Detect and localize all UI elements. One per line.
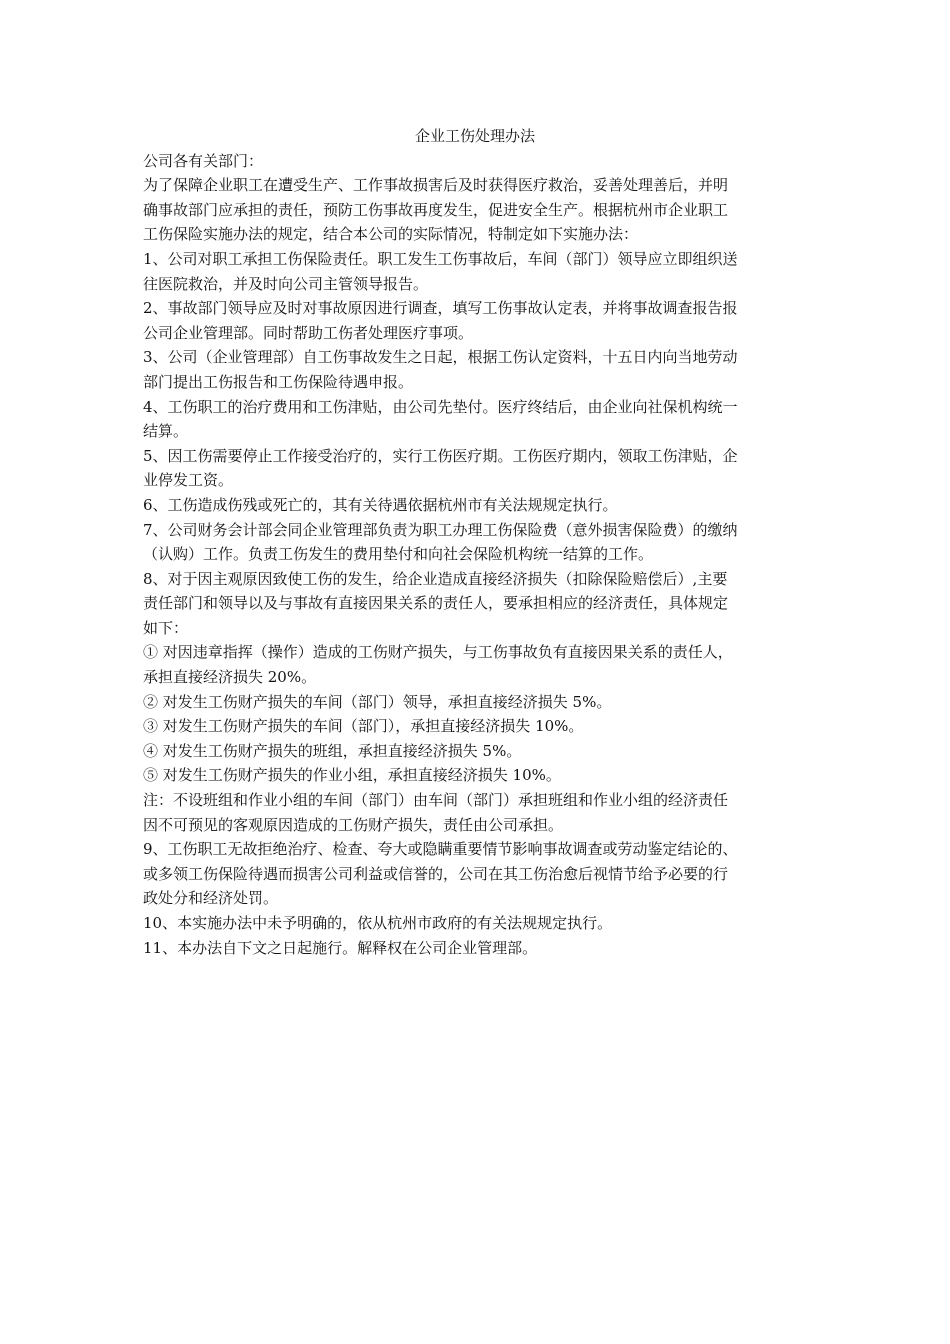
text-line: 责任部门和领导以及与事故有直接因果关系的责任人，要承担相应的经济责任，具体规定 [143, 594, 729, 613]
text-line: 往医院救治，并及时向公司主管领导报告。 [143, 274, 429, 293]
text-line: 公司企业管理部。同时帮助工伤者处理医疗事项。 [143, 323, 474, 342]
text-line: 3、公司（企业管理部）自工伤事故发生之日起，根据工伤认定资料，十五日内向当地劳动 [143, 348, 738, 367]
text-line: 5、因工伤需要停止工作接受治疗的，实行工伤医疗期。工伤医疗期内，领取工伤津贴，企 [143, 446, 738, 465]
text-line: 确事故部门应承担的责任，预防工伤事故再度发生，促进安全生产。根据杭州市企业职工 [143, 200, 729, 219]
text-line: 因不可预见的客观原因造成的工伤财产损失，责任由公司承担。 [143, 815, 564, 834]
text-line: 9、工伤职工无故拒绝治疗、检查、夸大或隐瞒重要情节影响事故调查或劳动鉴定结论的、 [143, 840, 738, 859]
text-line: （认购）工作。负责工伤发生的费用垫付和向社会保险机构统一结算的工作。 [143, 545, 654, 564]
text-line: 11、本办法自下文之日起施行。解释权在公司企业管理部。 [143, 938, 538, 957]
text-line: 4、工伤职工的治疗费用和工伤津贴，由公司先垫付。医疗终结后，由企业向社保机构统一 [143, 397, 738, 416]
text-line: 6、工伤造成伤残或死亡的，其有关待遇依据杭州市有关法规规定执行。 [143, 495, 618, 514]
text-line: 结算。 [143, 422, 189, 441]
text-line: 如下： [143, 618, 189, 637]
document-body [143, 173, 807, 960]
text-line: 7、公司财务会计部会同企业管理部负责为职工办理工伤保险费（意外损害保险费）的缴纳 [143, 520, 738, 539]
text-line: ⑤ 对发生工伤财产损失的作业小组，承担直接经济损失 10%。 [143, 766, 561, 785]
text-line: 政处分和经济处罚。 [143, 889, 279, 908]
text-line: 注：不设班组和作业小组的车间（部门）由车间（部门）承担班组和作业小组的经济责任 [143, 791, 729, 810]
text-line: 工伤保险实施办法的规定，结合本公司的实际情况，特制定如下实施办法： [143, 225, 639, 244]
text-line: 10、本实施办法中未予明确的，依从杭州市政府的有关法规规定执行。 [143, 914, 613, 932]
text-line: 部门提出工伤报告和工伤保险待遇申报。 [143, 372, 414, 391]
text-line: 1、公司对职工承担工伤保险责任。职工发生工伤事故后，车间（部门）领导应立即组织送 [143, 249, 738, 268]
document-page [143, 124, 807, 960]
text-line: ④ 对发生工伤财产损失的班组，承担直接经济损失 5%。 [143, 741, 522, 760]
text-line: 8、对于因主观原因致使工伤的发生，给企业造成直接经济损失（扣除保险赔偿后）,主要 [143, 569, 728, 588]
text-line: 承担直接经济损失 20%。 [143, 668, 317, 687]
text-line: 2、事故部门领导应及时对事故原因进行调查，填写工伤事故认定表，并将事故调查报告报 [143, 299, 738, 318]
text-line: ② 对发生工伤财产损失的车间（部门）领导，承担直接经济损失 5%。 [143, 692, 612, 711]
salutation: 公司各有关部门： [143, 151, 264, 170]
text-line: 业停发工资。 [143, 471, 234, 490]
text-line: 或多领工伤保险待遇而损害公司利益或信誉的，公司在其工伤治愈后视情节给予必要的行 [143, 864, 729, 883]
text-line: ① 对因违章指挥（操作）造成的工伤财产损失，与工伤事故负有直接因果关系的责任人， [143, 643, 733, 662]
document-title: 企业工伤处理办法 [414, 127, 535, 145]
text-line: ③ 对发生工伤财产损失的车间（部门），承担直接经济损失 10%。 [143, 717, 584, 736]
text-line: 为了保障企业职工在遭受生产、工作事故损害后及时获得医疗救治，妥善处理善后，并明 [143, 176, 729, 195]
